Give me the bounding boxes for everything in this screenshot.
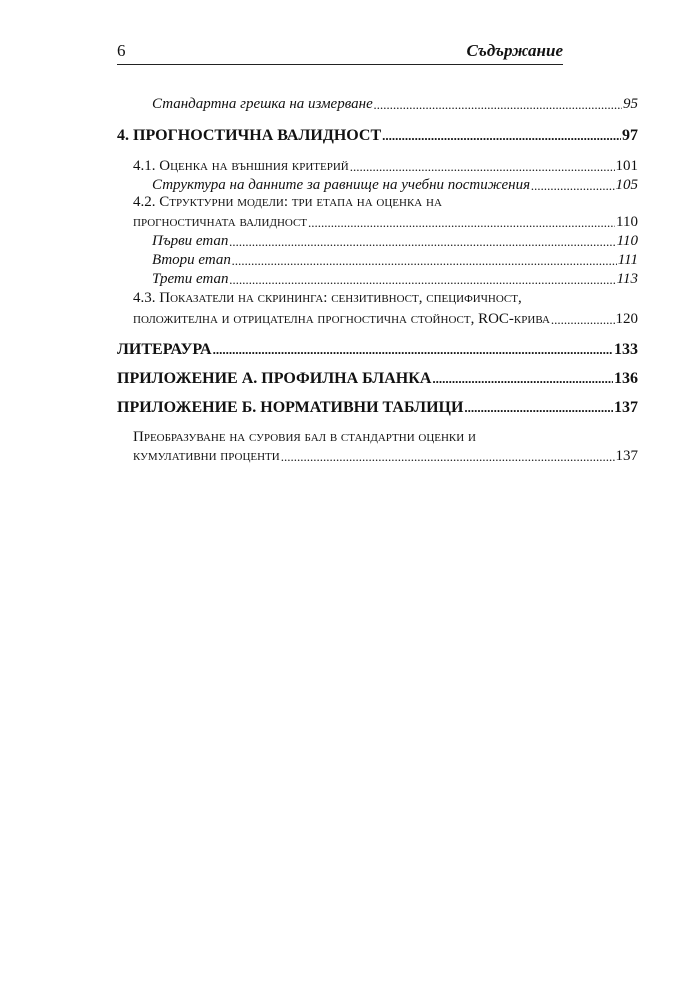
toc-entry-label: Първи етап (152, 233, 229, 249)
page-number: 6 (117, 41, 126, 60)
toc-leader-dots (307, 213, 615, 232)
toc-page-number: 111 (617, 252, 638, 268)
toc-page-number: 113 (616, 271, 638, 287)
toc-entry-label: Трети етап (152, 271, 229, 287)
toc-page-number: 120 (615, 311, 638, 327)
toc-entry-4-3[interactable] (133, 310, 638, 329)
toc-entry-label: Стандартна грешка на измерване (152, 96, 373, 112)
toc-entry-label: кумулативни проценти (133, 448, 280, 464)
toc-entry-stage-3[interactable] (152, 270, 638, 289)
toc-page-number: 101 (615, 158, 638, 174)
toc-leader-dots (431, 369, 613, 388)
toc-leader-dots (530, 176, 614, 195)
toc-entry-label: ПРИЛОЖЕНИЕ А. ПРОФИЛНА БЛАНКА (117, 370, 432, 387)
toc-entry-label: 4. ПРОГНОСТИЧНА ВАЛИДНОСТ (117, 127, 382, 144)
toc-entry-conversion-line1[interactable]: Преобразуване на суровия бал в стандартни оценки и (133, 429, 476, 445)
toc-leader-dots (349, 157, 615, 176)
toc-leader-dots (373, 95, 622, 114)
toc-entry-appendix-a[interactable] (117, 369, 638, 388)
toc-entry-literature[interactable] (117, 340, 638, 359)
toc-page-number: 137 (615, 448, 638, 464)
toc-entry-4-1[interactable] (133, 157, 638, 176)
toc-page-number: 95 (623, 96, 638, 112)
toc-leader-dots (212, 340, 613, 359)
toc-entry-chapter-4[interactable] (117, 126, 638, 145)
toc-entry-appendix-b[interactable] (117, 398, 638, 417)
toc-entry-stage-1[interactable] (152, 232, 638, 251)
toc-entry-label: Втори етап (152, 252, 231, 268)
toc-page-number: 133 (614, 341, 638, 358)
page-header (117, 40, 563, 65)
toc-entry-label: 4.1. Оценка на външния критерий (133, 158, 349, 174)
toc-entry-label: ПРИЛОЖЕНИЕ Б. НОРМАТИВНИ ТАБЛИЦИ (117, 399, 464, 416)
toc-entry-label: положителна и отрицателна прогностична стойност, ROC-крива (133, 311, 550, 327)
toc-page-number: 110 (616, 233, 638, 249)
toc-leader-dots (463, 398, 613, 417)
toc-leader-dots (231, 251, 617, 270)
toc-entry-4-2-line1[interactable]: 4.2. Структурни модели: три етапа на оценка на (133, 194, 442, 210)
toc-entry-label: Структура на данните за равнище на учебни постижения (152, 177, 531, 193)
toc-page-number: 136 (614, 370, 638, 387)
toc-entry-stage-2[interactable] (152, 251, 638, 270)
toc-entry-standard-error[interactable] (152, 95, 638, 114)
toc-page-number: 110 (616, 214, 638, 230)
toc-entry-label: ЛИТЕРАУРА (117, 341, 212, 358)
toc-leader-dots (229, 270, 616, 289)
toc-entry-4-3-line1[interactable]: 4.3. Показатели на скрининга: сензитивност, специфичност, (133, 290, 522, 306)
toc-entry-4-2[interactable] (133, 213, 638, 232)
toc-page-number: 137 (614, 399, 638, 416)
toc-leader-dots (228, 232, 615, 251)
toc-page-number: 105 (615, 177, 638, 193)
toc-leader-dots (280, 447, 615, 466)
toc-leader-dots (381, 126, 621, 145)
toc-entry-conversion[interactable] (133, 447, 638, 466)
toc-leader-dots (550, 310, 615, 329)
running-title: Съдържание (466, 41, 563, 60)
toc-page-number: 97 (622, 127, 638, 144)
toc-entry-label: прогностичната валидност (133, 214, 308, 230)
